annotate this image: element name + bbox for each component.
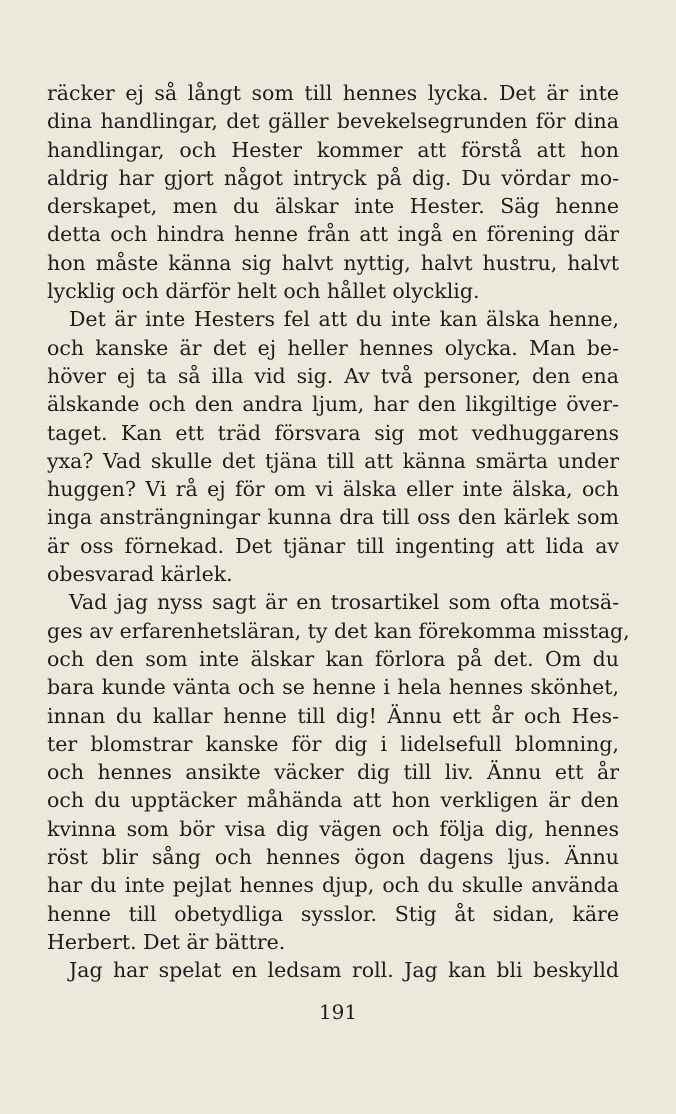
text-line: och kanske är det ej heller hennes olycka. Man be- [47, 335, 619, 360]
text-line: yxa? Vad skulle det tjäna till att känna smärta under [47, 448, 619, 473]
text-line: huggen? Vi rå ej för om vi älska eller inte älska, och [47, 477, 619, 502]
text-line: hon måste känna sig halvt nyttig, halvt hustru, halvt [47, 250, 619, 275]
text-line: Jag har spelat en ledsam roll. Jag kan bli beskylld [69, 958, 619, 983]
text-line: och hennes ansikte väcker dig till liv. Ännu ett år [47, 760, 619, 785]
text-line: räcker ej så långt som till hennes lycka. Det är inte [47, 81, 619, 105]
text-line: och du upptäcker måhända att hon verkligen är den [47, 788, 619, 813]
text-line: höver ej ta så illa vid sig. Av två personer, den ena [47, 363, 619, 388]
text-line: och den som inte älskar kan förlora på det. Om du [47, 646, 619, 671]
text-line: henne till obetydliga sysslor. Stig åt sidan, käre [47, 901, 619, 926]
text-line: lycklig och därför helt och hållet olycklig. [47, 279, 480, 304]
text-line: obesvarad kärlek. [47, 562, 233, 587]
text-line: innan du kallar henne till dig! Ännu ett år och Hes- [47, 703, 619, 728]
text-line: taget. Kan ett träd försvara sig mot vedhuggarens [47, 420, 619, 445]
text-line: Herbert. Det är bättre. [47, 929, 286, 954]
text-line: derskapet, men du älskar inte Hester. Säg henne [47, 194, 619, 219]
body-text [47, 79, 630, 985]
text-line: ter blomstrar kanske för dig i lidelsefull blomning, [47, 731, 619, 756]
text-line: kvinna som bör visa dig vägen och följa dig, hennes [47, 816, 619, 841]
text-line: har du inte pejlat hennes djup, och du skulle använda [47, 873, 619, 898]
text-line: älskande och den andra ljum, har den likgiltige över- [47, 392, 619, 417]
text-line: är oss förnekad. Det tjänar till ingenting att lida av [47, 533, 619, 558]
page-number: 191 [318, 1000, 358, 1024]
text-line: ges av erfarenhetsläran, ty det kan förekomma misstag, [47, 618, 630, 643]
text-line: Det är inte Hesters fel att du inte kan älska henne, [69, 307, 619, 332]
text-line: Vad jag nyss sagt är en trosartikel som ofta motsä- [69, 590, 619, 615]
text-line: inga ansträngningar kunna dra till oss den kärlek som [47, 505, 619, 530]
text-line: röst blir sång och hennes ögon dagens ljus. Ännu [47, 845, 619, 870]
text-line: handlingar, och Hester kommer att förstå att hon [47, 137, 619, 162]
text-line: detta och hindra henne från att ingå en förening där [47, 222, 619, 247]
text-line: dina handlingar, det gäller bevekelsegrunden för dina [47, 109, 619, 134]
text-line: bara kunde vänta och se henne i hela hennes skönhet, [47, 675, 619, 700]
text-line: aldrig har gjort något intryck på dig. Du vördar mo- [47, 165, 619, 190]
